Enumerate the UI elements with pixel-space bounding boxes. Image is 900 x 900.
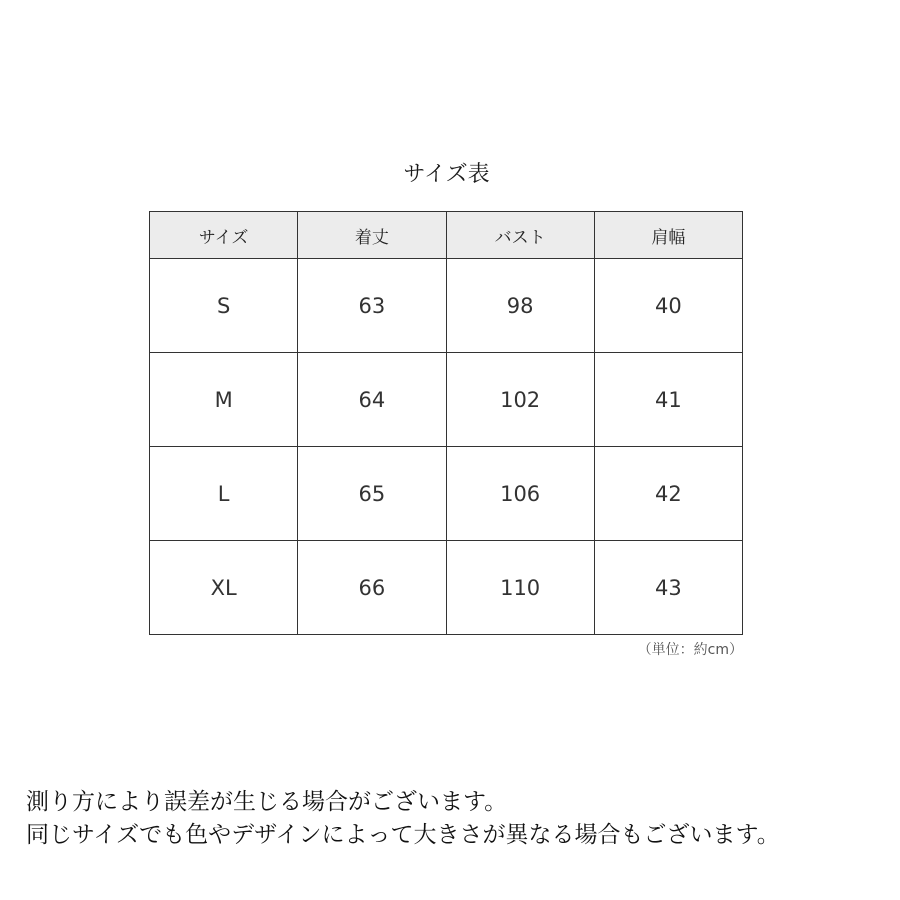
table-cell: 66	[298, 541, 446, 635]
size-table	[149, 211, 743, 635]
table-cell: 42	[594, 447, 742, 541]
table-cell: 63	[298, 259, 446, 353]
table-cell: 106	[446, 447, 594, 541]
table-cell: M	[150, 353, 298, 447]
table-row	[150, 541, 743, 635]
notes	[26, 786, 896, 852]
table-cell: XL	[150, 541, 298, 635]
table-cell: 43	[594, 541, 742, 635]
table-cell: 110	[446, 541, 594, 635]
table-cell: 64	[298, 353, 446, 447]
table-header-row	[150, 212, 743, 259]
table-cell: 102	[446, 353, 594, 447]
table-cell: S	[150, 259, 298, 353]
table-cell: 98	[446, 259, 594, 353]
table-row	[150, 353, 743, 447]
header-length: 着丈	[298, 212, 446, 259]
table-cell: 40	[594, 259, 742, 353]
unit-note: （単位：約cm）	[637, 642, 743, 658]
header-shoulder-width: 肩幅	[594, 212, 742, 259]
header-size: サイズ	[150, 212, 298, 259]
table-row	[150, 447, 743, 541]
table-row	[150, 259, 743, 353]
table-cell: 65	[298, 447, 446, 541]
note-line: 同じサイズでも色やデザインによって大きさが異なる場合もございます。	[26, 822, 780, 848]
table-cell: L	[150, 447, 298, 541]
table-cell: 41	[594, 353, 742, 447]
page-title: サイズ表	[403, 162, 490, 187]
note-line: 測り方により誤差が生じる場合がございます。	[26, 789, 508, 815]
header-bust: バスト	[446, 212, 594, 259]
